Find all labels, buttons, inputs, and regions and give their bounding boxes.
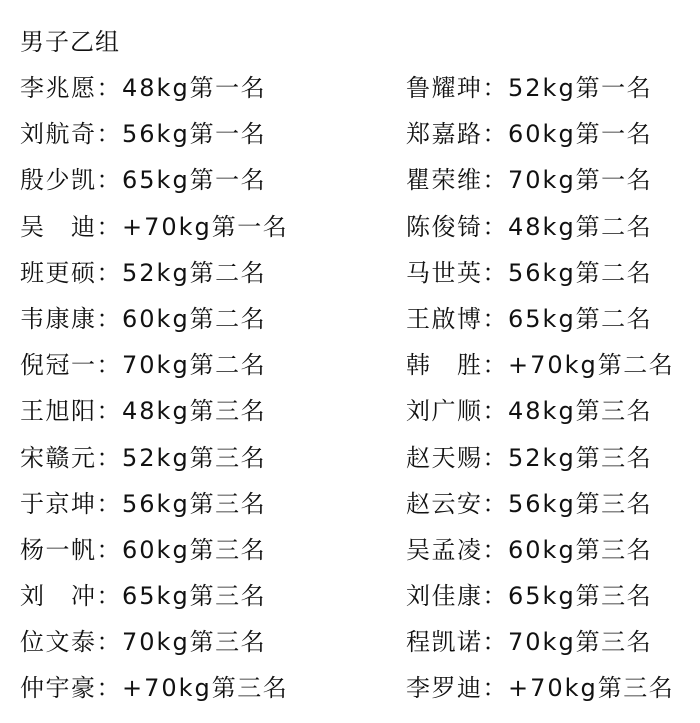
result-row [0,257,700,303]
right-result-entry [406,211,652,243]
weight-class: 70kg [508,166,576,195]
right-result-entry [406,442,652,474]
left-result-entry [20,118,266,150]
colon-separator: ： [482,489,508,518]
athlete-name: 赵天赐 [406,443,483,472]
weight-class: 48kg [122,397,190,426]
placement: 第二名 [575,258,653,287]
colon-separator: ： [482,258,508,287]
weight-class: 48kg [508,212,576,241]
athlete-name: 李罗迪 [406,674,483,703]
placement: 第二名 [189,258,267,287]
weight-class: 52kg [122,258,190,287]
colon-separator: ： [96,304,122,333]
weight-class: 65kg [122,166,190,195]
colon-separator: ： [482,582,508,611]
athlete-name: 仲宇豪 [20,674,97,703]
weight-class: 56kg [122,120,190,149]
colon-separator: ： [482,397,508,426]
placement: 第三名 [575,582,653,611]
athlete-name: 王旭阳 [20,397,97,426]
athlete-name: 韩 胜 [406,351,483,380]
athlete-name: 吴孟凌 [406,535,483,564]
placement: 第三名 [189,535,267,564]
placement: 第三名 [211,674,289,703]
colon-separator: ： [482,304,508,333]
colon-separator: ： [96,628,122,657]
right-result-entry [406,303,652,335]
placement: 第三名 [575,628,653,657]
weight-class: 52kg [122,443,190,472]
left-result-entry [20,626,266,658]
result-row [0,534,700,580]
colon-separator: ： [482,120,508,149]
athlete-name: 刘 冲 [20,582,97,611]
left-result-entry [20,303,266,335]
left-result-entry [20,442,266,474]
athlete-name: 吴 迪 [20,212,97,241]
result-row [0,626,700,672]
left-result-entry [20,672,288,704]
results-list [0,72,700,719]
placement: 第三名 [189,628,267,657]
athlete-name: 刘佳康 [406,582,483,611]
right-result-entry [406,488,652,520]
weight-class: 48kg [508,397,576,426]
placement: 第一名 [575,120,653,149]
placement: 第二名 [189,351,267,380]
colon-separator: ： [482,535,508,564]
weight-class: +70kg [122,674,212,703]
colon-separator: ： [96,258,122,287]
colon-separator: ： [96,74,122,102]
weight-class: 52kg [508,443,576,472]
result-row [0,442,700,488]
left-result-entry [20,257,266,289]
athlete-name: 郑嘉路 [406,120,483,149]
colon-separator: ： [482,212,508,241]
colon-separator: ： [96,674,122,703]
left-result-entry [20,580,266,612]
weight-class: 60kg [508,120,576,149]
athlete-name: 刘航奇 [20,120,97,149]
athlete-name: 瞿荣维 [406,166,483,195]
result-row [0,164,700,210]
athlete-name: 赵云安 [406,489,483,518]
weight-class: 56kg [122,489,190,518]
athlete-name: 程凯诺 [406,628,483,657]
right-result-entry [406,626,652,658]
colon-separator: ： [482,166,508,195]
athlete-name: 班更硕 [20,258,97,287]
colon-separator: ： [96,535,122,564]
colon-separator: ： [96,166,122,195]
colon-separator: ： [482,628,508,657]
placement: 第二名 [189,304,267,333]
weight-class: 70kg [122,351,190,380]
result-row [0,395,700,441]
athlete-name: 宋赣元 [20,443,97,472]
placement: 第三名 [575,443,653,472]
athlete-name: 韦康康 [20,304,97,333]
colon-separator: ： [96,397,122,426]
result-row [0,118,700,164]
right-result-entry [406,164,652,196]
weight-class: 56kg [508,489,576,518]
colon-separator: ： [482,74,508,102]
right-result-entry [406,118,652,150]
right-result-entry [406,257,652,289]
placement: 第一名 [189,166,267,195]
weight-class: 60kg [122,535,190,564]
colon-separator: ： [96,582,122,611]
left-result-entry [20,164,266,196]
weight-class: 60kg [508,535,576,564]
colon-separator: ： [96,351,122,380]
colon-separator: ： [96,443,122,472]
placement: 第三名 [597,674,675,703]
colon-separator: ： [482,443,508,472]
weight-class: 52kg [508,74,576,102]
right-result-entry [406,672,674,704]
left-result-entry [20,534,266,566]
placement: 第三名 [575,535,653,564]
weight-class: +70kg [508,674,598,703]
athlete-name: 陈俊锜 [406,212,483,241]
weight-class: 70kg [122,628,190,657]
placement: 第二名 [575,304,653,333]
placement: 第三名 [575,489,653,518]
right-result-entry [406,534,652,566]
weight-class: 65kg [508,582,576,611]
result-row [0,303,700,349]
weight-class: 60kg [122,304,190,333]
result-row [0,72,700,118]
athlete-name: 刘广顺 [406,397,483,426]
right-result-entry [406,349,674,381]
weight-class: 70kg [508,628,576,657]
weight-class: 56kg [508,258,576,287]
colon-separator: ： [96,212,122,241]
weight-class: 48kg [122,74,190,102]
result-row [0,211,700,257]
colon-separator: ： [96,489,122,518]
section-title: 男子乙组 [20,28,120,56]
athlete-name: 于京坤 [20,489,97,518]
placement: 第三名 [189,443,267,472]
athlete-name: 位文泰 [20,628,97,657]
result-row [0,672,700,718]
left-result-entry [20,72,266,104]
placement: 第一名 [189,120,267,149]
result-row [0,488,700,534]
left-result-entry [20,488,266,520]
right-result-entry [406,72,652,104]
weight-class: +70kg [122,212,212,241]
left-result-entry [20,349,266,381]
colon-separator: ： [96,120,122,149]
left-result-entry [20,395,266,427]
athlete-name: 李兆愿 [20,74,97,102]
athlete-name: 倪冠一 [20,351,97,380]
placement: 第一名 [189,74,267,102]
placement: 第三名 [189,489,267,518]
placement: 第一名 [575,166,653,195]
athlete-name: 马世英 [406,258,483,287]
result-row [0,349,700,395]
placement: 第三名 [575,397,653,426]
placement: 第二名 [575,212,653,241]
athlete-name: 鲁耀珅 [406,74,483,102]
placement: 第三名 [189,582,267,611]
colon-separator: ： [482,351,508,380]
placement: 第二名 [597,351,675,380]
athlete-name: 杨一帆 [20,535,97,564]
placement: 第一名 [575,74,653,102]
athlete-name: 王啟博 [406,304,483,333]
colon-separator: ： [482,674,508,703]
weight-class: +70kg [508,351,598,380]
weight-class: 65kg [122,582,190,611]
weight-class: 65kg [508,304,576,333]
athlete-name: 殷少凯 [20,166,97,195]
placement: 第一名 [211,212,289,241]
left-result-entry [20,211,288,243]
right-result-entry [406,580,652,612]
placement: 第三名 [189,397,267,426]
right-result-entry [406,395,652,427]
result-row [0,580,700,626]
